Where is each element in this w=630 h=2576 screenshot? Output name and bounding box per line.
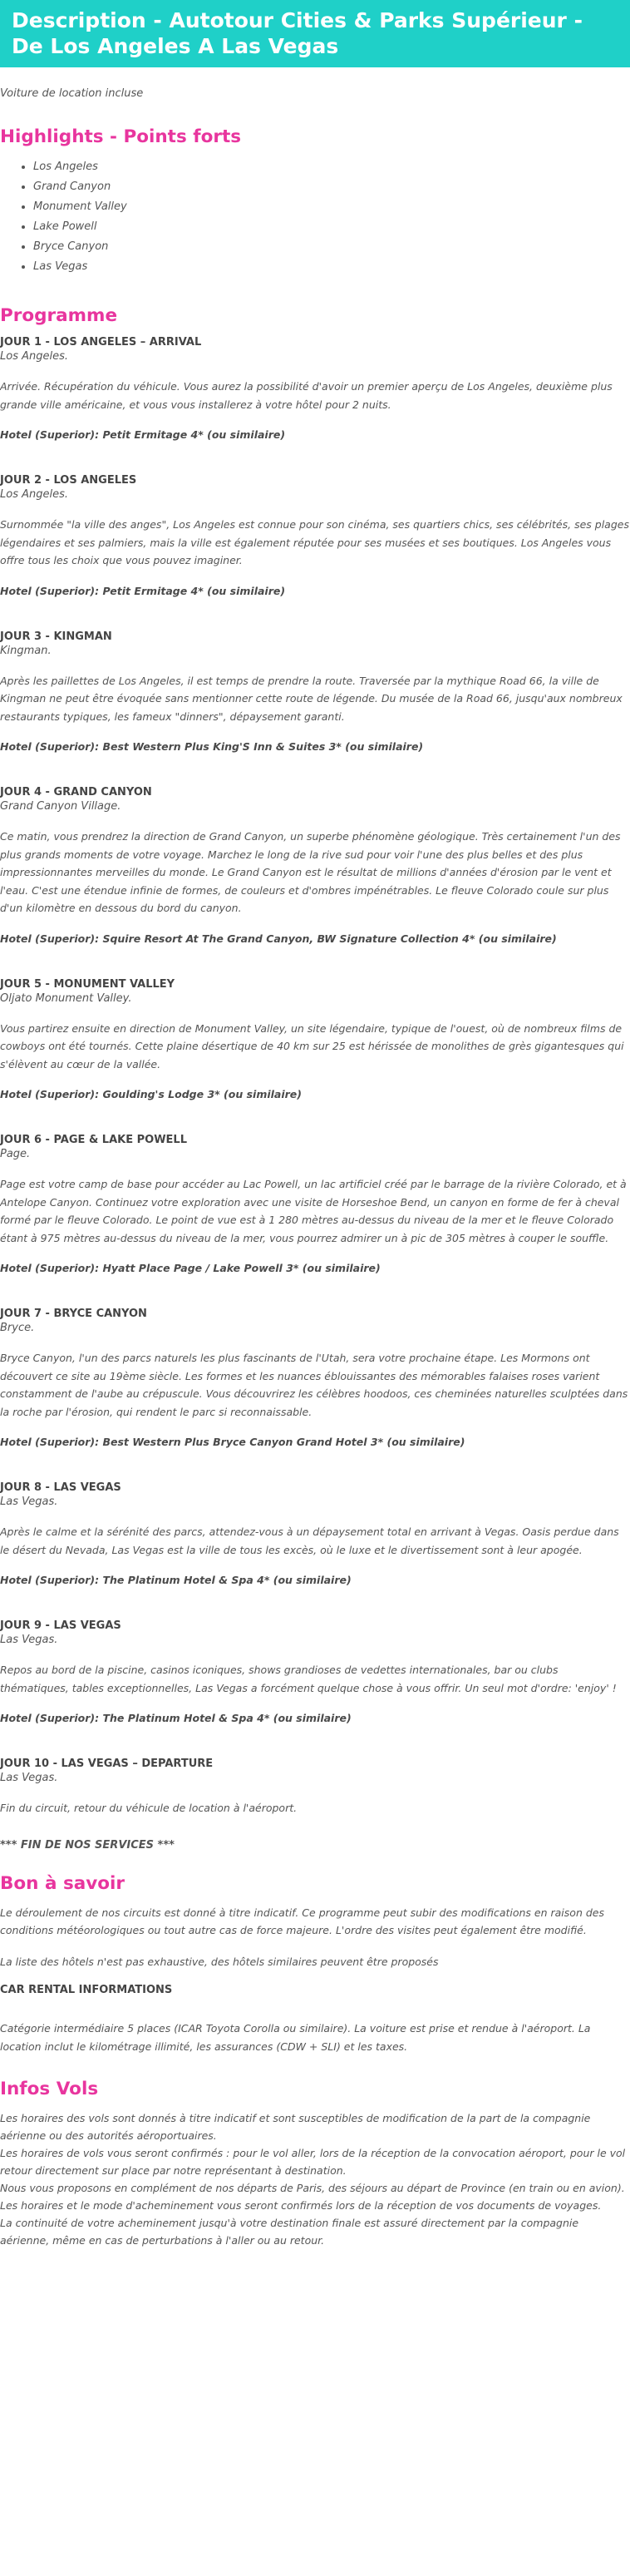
day-block xyxy=(0,1308,630,1448)
day-hotel: Hotel (Superior): Squire Resort At The Grand Canyon, BW Signature Collection 4* (ou similaire) xyxy=(0,932,557,945)
intro-text: Voiture de location incluse xyxy=(0,87,144,100)
day-hotel: Hotel (Superior): Best Western Plus Bryce Canyon Grand Hotel 3* (ou similaire) xyxy=(0,1436,465,1448)
day-hotel: Hotel (Superior): Petit Ermitage 4* (ou similaire) xyxy=(0,428,286,441)
day-place: Kingman. xyxy=(0,644,52,657)
highlight-item: • Los Angeles xyxy=(33,157,630,177)
day-description: Vous partirez ensuite en direction de Monument Valley, un site légendaire, typique de l'ouest, où de nombreux films de cowboys ont été tournés. Cette plaine désertique de 40 km sur 25 est hérissée de monolithes de grès gigantesques qui s'élèvent au cœur de la vallée. xyxy=(0,1021,624,1070)
day-heading: JOUR 9 - LAS VEGAS xyxy=(0,1619,121,1632)
day-block xyxy=(0,1481,630,1586)
day-place: Bryce. xyxy=(0,1322,35,1334)
bon-a-savoir-heading: Bon à savoir xyxy=(0,1872,126,1894)
day-place: Los Angeles. xyxy=(0,488,68,501)
day-block xyxy=(0,978,630,1101)
highlight-item: • Monument Valley xyxy=(33,197,630,217)
day-description: Page est votre camp de base pour accéder au Lac Powell, un lac artificiel créé par le barrage de la rivière Colorado, et à Antelope Canyon. Continuez votre exploration avec une visite de Horseshoe Bend, un canyon en forme de fer à cheval formé par le fleuve Colorado. Le point de vue est à 1 280 mètres au-dessus du niveau de la mer et le fleuve Colorado étant à 975 mètres au-dessus du niveau de la mer, vous pourrez admirer un à pic de 305 mètres à couper le souffle. xyxy=(0,1178,627,1244)
day-heading: JOUR 8 - LAS VEGAS xyxy=(0,1481,121,1494)
day-description: Bryce Canyon, l'un des parcs naturels les plus fascinants de l'Utah, sera votre prochaine étape. Les Mormons ont découvert ce site au 19ème siècle. Les formes et les nuances éblouissantes des mémorables falaises roses varient constamment de l'aube au crépuscule. Vous découvrirez les célèbres hoodoos, ces cheminées naturelles sculptées dans la roche par l'érosion, qui rendent le parc si reconnaissable. xyxy=(0,1352,628,1418)
day-hotel: Hotel (Superior): Goulding's Lodge 3* (ou similaire) xyxy=(0,1088,302,1100)
day-heading: JOUR 4 - GRAND CANYON xyxy=(0,786,152,799)
day-place: Los Angeles. xyxy=(0,350,68,363)
car-rental-paragraph: Catégorie intermédiaire 5 places (ICAR Toyota Corolla ou similaire). La voiture est prise et rendue à l'aéroport. La location inclut le kilométrage illimité, les assurances (CDW + SLI) et les taxes. xyxy=(0,2022,591,2053)
infos-vols-text xyxy=(0,2109,630,2249)
day-heading: JOUR 5 - MONUMENT VALLEY xyxy=(0,977,175,991)
day-heading: JOUR 6 - PAGE & LAKE POWELL xyxy=(0,1134,187,1146)
day-block xyxy=(0,630,630,754)
day-block xyxy=(0,474,630,597)
highlight-item: • Bryce Canyon xyxy=(33,237,630,257)
day-heading: JOUR 1 - LOS ANGELES – ARRIVAL xyxy=(0,336,202,349)
day-block xyxy=(0,1619,630,1724)
day-description: Fin du circuit, retour du véhicule de location à l'aéroport. xyxy=(0,1802,298,1814)
day-block xyxy=(0,786,630,945)
day-description: Arrivée. Récupération du véhicule. Vous aurez la possibilité d'avoir un premier aperçu de Los Angeles, deuxième plus grande ville américaine, et vous vous installerez à votre hôtel pour 2 nuits. xyxy=(0,380,613,411)
bon-a-savoir-paragraph: Le déroulement de nos circuits est donné à titre indicatif. Ce programme peut subir des modifications en raison des conditions météorologiques ou tout autre cas de force majeure. L'ordre des visites peut également être modifié. xyxy=(0,1906,604,1936)
infos-vols-line: Les horaires de vols vous seront confirmés : pour le vol aller, lors de la réception de la convocation aéroport, pour le vol retour directement sur place par notre représentant à destination. xyxy=(0,2147,626,2177)
infos-vols-line: Nous vous proposons en complément de nos départs de Paris, des séjours au départ de Province (en train ou en avion). xyxy=(0,2182,625,2194)
infos-vols-line: Les horaires des vols sont donnés à titre indicatif et sont susceptibles de modification de la part de la compagnie aérienne ou des autorités aéroportuaires. xyxy=(0,2112,591,2142)
day-heading: JOUR 7 - BRYCE CANYON xyxy=(0,1308,147,1320)
day-hotel: Hotel (Superior): Best Western Plus King'S Inn & Suites 3* (ou similaire) xyxy=(0,740,424,753)
day-block xyxy=(0,336,630,441)
page-title: Description - Autotour Cities & Parks Supérieur - De Los Angeles A Las Vegas xyxy=(0,0,630,67)
day-description: Repos au bord de la piscine, casinos iconiques, shows grandioses de vedettes internationales, bar ou clubs thématiques, tables exceptionnelles, Las Vegas a forcément quelque chose à vous offrir. Un seul mot d'ordre: 'enjoy' ! xyxy=(0,1664,617,1694)
day-hotel: Hotel (Superior): The Platinum Hotel & Spa 4* (ou similaire) xyxy=(0,1574,352,1586)
bon-a-savoir-paragraph: La liste des hôtels n'est pas exhaustive, des hôtels similaires peuvent être proposés xyxy=(0,1955,439,1968)
highlights-heading: Highlights - Points forts xyxy=(0,126,242,147)
day-place: Las Vegas. xyxy=(0,1772,58,1784)
day-heading: JOUR 10 - LAS VEGAS – DEPARTURE xyxy=(0,1758,214,1770)
day-hotel: Hotel (Superior): Hyatt Place Page / Lake Powell 3* (ou similaire) xyxy=(0,1262,381,1274)
end-of-services-note: *** FIN DE NOS SERVICES *** xyxy=(0,1838,175,1852)
car-rental-heading: CAR RENTAL INFORMATIONS xyxy=(0,1984,173,1996)
day-description: Ce matin, vous prendrez la direction de Grand Canyon, un superbe phénomène géologique. Très certainement l'un des plus grands moments de votre voyage. Marchez le long de la rive sud pour voir l'une des plus belles et des plus impressionnantes merveilles du monde. Le Grand Canyon est le résultat de millions d'années d'érosion par le vent et l'eau. C'est une étendue infinie de formes, de couleurs et d'ombres impénétrables. Le fleuve Colorado coule sur plus d'un kilomètre en dessous du bord du canyon. xyxy=(0,830,621,914)
infos-vols-line: La continuité de votre acheminement jusqu'à votre destination finale est assuré directement par la compagnie aérienne, même en cas de perturbations à l'aller ou au retour. xyxy=(0,2217,579,2247)
infos-vols-heading: Infos Vols xyxy=(0,2079,99,2099)
day-place: Grand Canyon Village. xyxy=(0,800,121,813)
infos-vols-line: Les horaires et le mode d'acheminement vous seront confirmés lors de la réception de vos documents de voyages. xyxy=(0,2199,602,2212)
highlight-item: • Lake Powell xyxy=(33,217,630,237)
day-description: Surnommée "la ville des anges", Los Angeles est connue pour son cinéma, ses quartiers chics, ses célébrités, ses plages légendaires et ses palmiers, mais la ville est également réputée pour ses musées et ses boutiques. Los Angeles vous offre tous les choix que vous pouvez imaginer. xyxy=(0,518,629,566)
day-place: Las Vegas. xyxy=(0,1634,58,1646)
day-heading: JOUR 3 - KINGMAN xyxy=(0,630,112,643)
day-description: Après les paillettes de Los Angeles, il est temps de prendre la route. Traversée par la mythique Road 66, la ville de Kingman ne peut être évoquée sans mentionner cette route de légende. Du musée de la Road 66, jusqu'aux nombreux restaurants typiques, les fameux "dinners", dépaysement garanti. xyxy=(0,674,623,723)
highlight-item: • Las Vegas xyxy=(33,257,630,277)
day-place: Las Vegas. xyxy=(0,1496,58,1508)
day-heading: JOUR 2 - LOS ANGELES xyxy=(0,474,137,487)
programme-heading: Programme xyxy=(0,305,118,326)
day-description: Après le calme et la sérénité des parcs, attendez-vous à un dépaysement total en arrivant à Vegas. Oasis perdue dans le désert du Nevada, Las Vegas est la ville de tous les excès, où le luxe et le divertissement sont à leur apogée. xyxy=(0,1525,619,1556)
day-block xyxy=(0,1758,630,1817)
day-hotel: Hotel (Superior): The Platinum Hotel & Spa 4* (ou similaire) xyxy=(0,1712,352,1724)
day-hotel: Hotel (Superior): Petit Ermitage 4* (ou similaire) xyxy=(0,584,286,597)
day-place: Oljato Monument Valley. xyxy=(0,991,132,1005)
day-block xyxy=(0,1134,630,1274)
highlights-list xyxy=(0,157,630,277)
highlight-item: • Grand Canyon xyxy=(33,177,630,197)
day-place: Page. xyxy=(0,1148,31,1160)
